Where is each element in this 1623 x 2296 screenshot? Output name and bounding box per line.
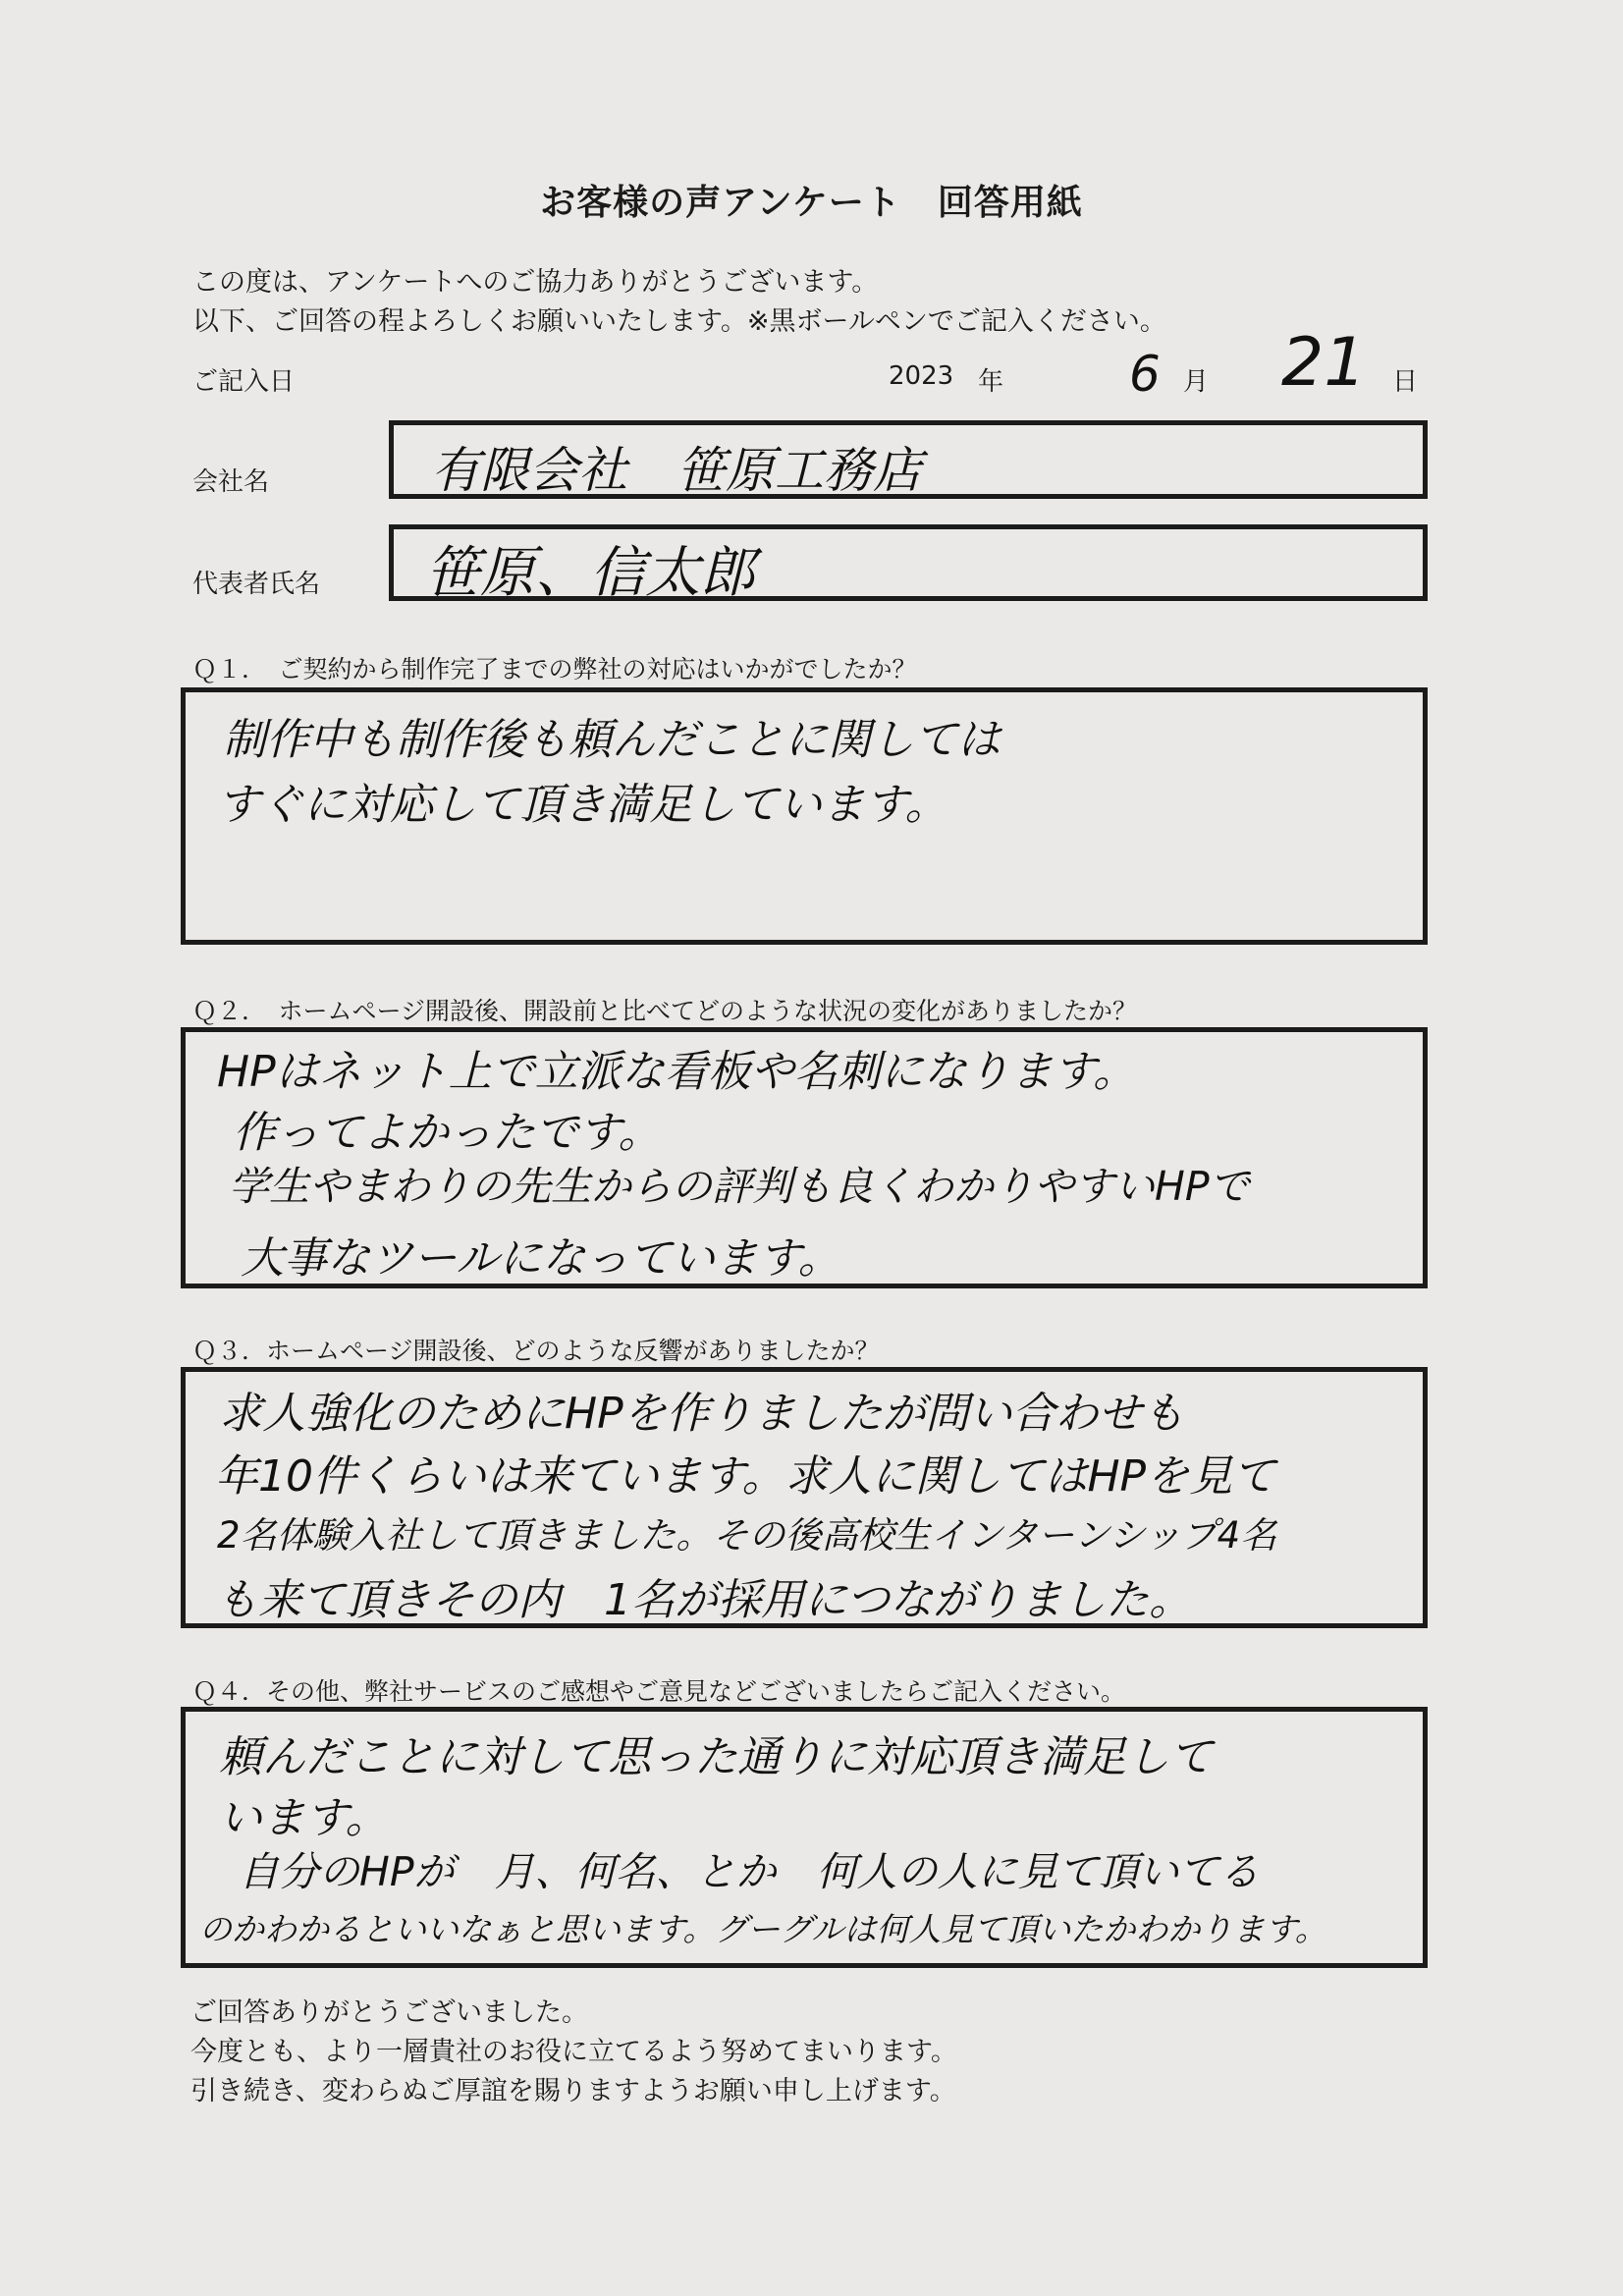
intro-line: 以下、ご回答の程よろしくお願いいたします。※黒ボールペンでご記入ください。	[192, 306, 1166, 337]
closing-line: 引き続き、変わらぬご厚誼を賜りますようお願い申し上げます。	[190, 2076, 956, 2106]
closing-line: 今度とも、より一層貴社のお役に立てるよう努めてまいります。	[190, 2037, 957, 2067]
date-day-unit: 日	[1392, 367, 1419, 397]
q2-answer-line: 作ってよかったです。	[233, 1108, 662, 1158]
representative-field[interactable]	[389, 524, 1428, 605]
q2-answer-line: 学生やまわりの先生からの評判も良くわかりやすいHPで	[229, 1163, 1250, 1210]
intro-line: この度は、アンケートへのご協力ありがとうございます。	[192, 267, 879, 298]
q2-answer-box[interactable]	[181, 1027, 1428, 1288]
q2-answer-line: HPはネット上で立派な看板や名刺になります。	[217, 1047, 1137, 1097]
closing-text	[190, 1994, 957, 2111]
q4-answer-line: 自分のHPが 月、何名、とか 何人の人に見て頂いてる	[239, 1848, 1260, 1895]
q1-answer-box[interactable]	[181, 687, 1428, 945]
q3-label: Ｑ３．ホームページ開設後、どのような反響がありましたか？	[192, 1337, 880, 1365]
date-year: 2023	[889, 361, 954, 391]
representative-value: 笹原、信太郎	[425, 541, 755, 605]
q3-answer-line: も来て頂きその内 1名が採用につながりました。	[215, 1575, 1193, 1625]
closing-line: ご回答ありがとうございました。	[190, 1997, 588, 2028]
date-day-value: 21	[1281, 324, 1367, 402]
company-value: 有限会社 笹原工務店	[431, 442, 922, 499]
q1-answer-line: すぐに対応して頂き満足しています。	[217, 780, 948, 830]
q4-label: Ｑ４．その他、弊社サービスのご感想やご意見などございましたらご記入ください。	[192, 1677, 1126, 1706]
company-field[interactable]	[389, 420, 1428, 499]
date-month-value: 6	[1129, 346, 1161, 403]
representative-label: 代表者氏名	[192, 570, 321, 599]
intro-text	[192, 263, 1166, 342]
q4-answer-line: のかわかるといいなぁと思います。グーグルは何人見て頂いたかわかります。	[199, 1910, 1327, 1948]
company-label: 会社名	[192, 467, 270, 497]
date-label: ご記入日	[192, 367, 296, 397]
date-year-unit: 年	[978, 367, 1004, 397]
page-title: お客様の声アンケート 回答用紙	[540, 183, 1083, 223]
q4-answer-box[interactable]	[181, 1707, 1428, 1968]
q4-answer-line: います。	[219, 1793, 389, 1843]
date-month-unit: 月	[1183, 367, 1210, 397]
q3-answer-line: 年10件くらいは来ています。求人に関してはHPを見て	[215, 1451, 1276, 1502]
q2-label: Ｑ２． ホームページ開設後、開設前と比べてどのような状況の変化がありましたか？	[192, 997, 1138, 1025]
q4-answer-line: 頼んだことに対して思った通りに対応頂き満足して	[219, 1732, 1213, 1782]
q1-answer-line: 制作中も制作後も頼んだことに関しては	[223, 715, 1001, 765]
q3-answer-box[interactable]	[181, 1367, 1428, 1628]
q3-answer-line: 求人強化のためにHPを作りましたが問い合わせも	[219, 1389, 1185, 1439]
q3-answer-line: 2名体験入社して頂きました。その後高校生インターンシップ4名	[217, 1514, 1277, 1557]
q1-label: Ｑ１． ご契約から制作完了までの弊社の対応はいかがでしたか？	[192, 655, 917, 683]
q2-answer-line: 大事なツールになっています。	[241, 1233, 841, 1284]
